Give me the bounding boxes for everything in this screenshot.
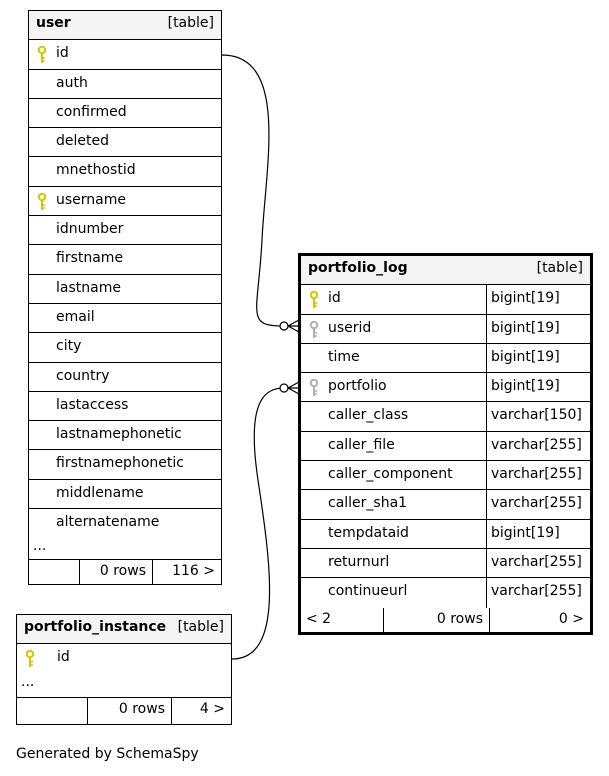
- column-name: time: [328, 348, 360, 365]
- column-type: varchar[255]: [486, 461, 590, 489]
- column-name: returnurl: [328, 553, 390, 570]
- footer-row-count: 0 rows: [87, 698, 171, 724]
- table-user[interactable]: [28, 10, 222, 585]
- column-type: bigint[19]: [486, 315, 590, 343]
- column-name: mnethostid: [56, 162, 136, 179]
- column-row-auth[interactable]: [29, 70, 221, 99]
- table-kind: [table]: [167, 15, 214, 31]
- column-name: middlename: [56, 484, 144, 501]
- column-row-portfolio[interactable]: [301, 373, 590, 402]
- column-row-caller-file[interactable]: [301, 432, 590, 461]
- column-row-lastnamephonetic[interactable]: [29, 421, 221, 450]
- foreign-key-icon: [309, 321, 319, 339]
- foreign-key-icon: [309, 379, 319, 397]
- footer-children-link[interactable]: 0 >: [489, 608, 590, 632]
- column-row-returnurl[interactable]: [301, 549, 590, 578]
- column-row-time[interactable]: [301, 344, 590, 373]
- column-row-tempdataid[interactable]: [301, 520, 590, 549]
- column-row-caller-component[interactable]: [301, 461, 590, 490]
- column-type: varchar[255]: [486, 578, 590, 607]
- column-row-city[interactable]: [29, 333, 221, 362]
- column-row-username[interactable]: [29, 187, 221, 216]
- column-name: confirmed: [56, 103, 127, 120]
- more-columns-ellipsis: ...: [29, 538, 221, 560]
- generated-by-text: Generated by SchemaSpy: [16, 746, 199, 762]
- column-name: lastnamephonetic: [56, 426, 182, 443]
- column-name: id: [56, 45, 69, 62]
- primary-key-icon: [309, 291, 319, 309]
- column-row-firstnamephonetic[interactable]: [29, 450, 221, 479]
- column-row-userid[interactable]: [301, 315, 590, 344]
- column-name: username: [56, 191, 126, 208]
- primary-key-icon: [37, 46, 47, 64]
- more-columns-ellipsis: ...: [17, 674, 231, 698]
- column-row-idnumber[interactable]: [29, 216, 221, 245]
- column-row-lastaccess[interactable]: [29, 392, 221, 421]
- column-name: id: [328, 290, 341, 307]
- column-row-id[interactable]: [301, 285, 590, 314]
- column-row-email[interactable]: [29, 304, 221, 333]
- column-type: varchar[150]: [486, 402, 590, 430]
- footer-parents: [29, 560, 79, 584]
- table-header[interactable]: [17, 615, 231, 644]
- table-kind: [table]: [177, 619, 224, 635]
- column-row-deleted[interactable]: [29, 128, 221, 157]
- column-name: lastaccess: [56, 396, 129, 413]
- table-portfolio-instance[interactable]: [16, 614, 232, 725]
- column-row-caller-sha1[interactable]: [301, 490, 590, 519]
- table-footer: [29, 560, 221, 584]
- table-footer: [301, 608, 590, 632]
- edge-optional-marker: [280, 322, 288, 330]
- column-name: firstnamephonetic: [56, 455, 184, 472]
- column-name: caller_file: [328, 436, 395, 453]
- column-name: lastname: [56, 279, 121, 296]
- table-portfolio-log[interactable]: [298, 253, 593, 635]
- column-name: portfolio: [328, 378, 387, 395]
- column-name: auth: [56, 74, 88, 91]
- edge-optional-marker: [280, 384, 288, 392]
- column-type: bigint[19]: [486, 520, 590, 548]
- column-name: id: [57, 649, 70, 666]
- primary-key-icon: [25, 650, 35, 668]
- column-name: city: [56, 338, 82, 355]
- column-name: idnumber: [56, 221, 124, 238]
- footer-parents-link[interactable]: < 2: [306, 610, 332, 627]
- column-type: varchar[255]: [486, 432, 590, 460]
- table-footer: [17, 698, 231, 724]
- column-row-id[interactable]: [29, 40, 221, 69]
- column-type: varchar[255]: [486, 490, 590, 518]
- column-row-alternatename[interactable]: [29, 509, 221, 538]
- column-name: tempdataid: [328, 524, 409, 541]
- table-kind: [table]: [536, 260, 583, 276]
- column-name: email: [56, 308, 95, 325]
- table-header[interactable]: [29, 11, 221, 40]
- column-row-lastname[interactable]: [29, 275, 221, 304]
- column-row-country[interactable]: [29, 363, 221, 392]
- column-type: bigint[19]: [486, 344, 590, 372]
- column-name: country: [56, 367, 110, 384]
- table-name: portfolio_log: [308, 260, 408, 276]
- edge-portfolio-instance-id-to-portfolio-log-portfolio: [232, 388, 284, 659]
- column-name: firstname: [56, 250, 124, 267]
- column-row-confirmed[interactable]: [29, 99, 221, 128]
- footer-children-link[interactable]: 116 >: [152, 560, 221, 584]
- table-name: user: [36, 15, 71, 31]
- table-name: portfolio_instance: [24, 619, 167, 635]
- column-row-middlename[interactable]: [29, 480, 221, 509]
- column-row-mnethostid[interactable]: [29, 157, 221, 186]
- column-type: bigint[19]: [486, 373, 590, 401]
- column-name: alternatename: [56, 514, 160, 531]
- footer-row-count: 0 rows: [79, 560, 152, 584]
- column-name: continueurl: [328, 583, 408, 600]
- column-type: bigint[19]: [486, 285, 590, 313]
- column-type: varchar[255]: [486, 549, 590, 577]
- column-name: caller_class: [328, 407, 409, 424]
- table-header[interactable]: [301, 256, 590, 285]
- primary-key-icon: [37, 193, 47, 211]
- column-row-continueurl[interactable]: [301, 578, 590, 607]
- footer-row-count: 0 rows: [383, 608, 489, 632]
- column-name: deleted: [56, 133, 109, 150]
- column-row-firstname[interactable]: [29, 245, 221, 274]
- column-name: userid: [328, 319, 372, 336]
- column-row-id[interactable]: [17, 644, 231, 673]
- column-name: caller_component: [328, 466, 453, 483]
- column-name: caller_sha1: [328, 495, 408, 512]
- column-row-caller-class[interactable]: [301, 402, 590, 431]
- edge-user-id-to-portfolio-log-userid: [222, 55, 284, 326]
- footer-parents: [17, 698, 87, 724]
- footer-children-link[interactable]: 4 >: [171, 698, 231, 724]
